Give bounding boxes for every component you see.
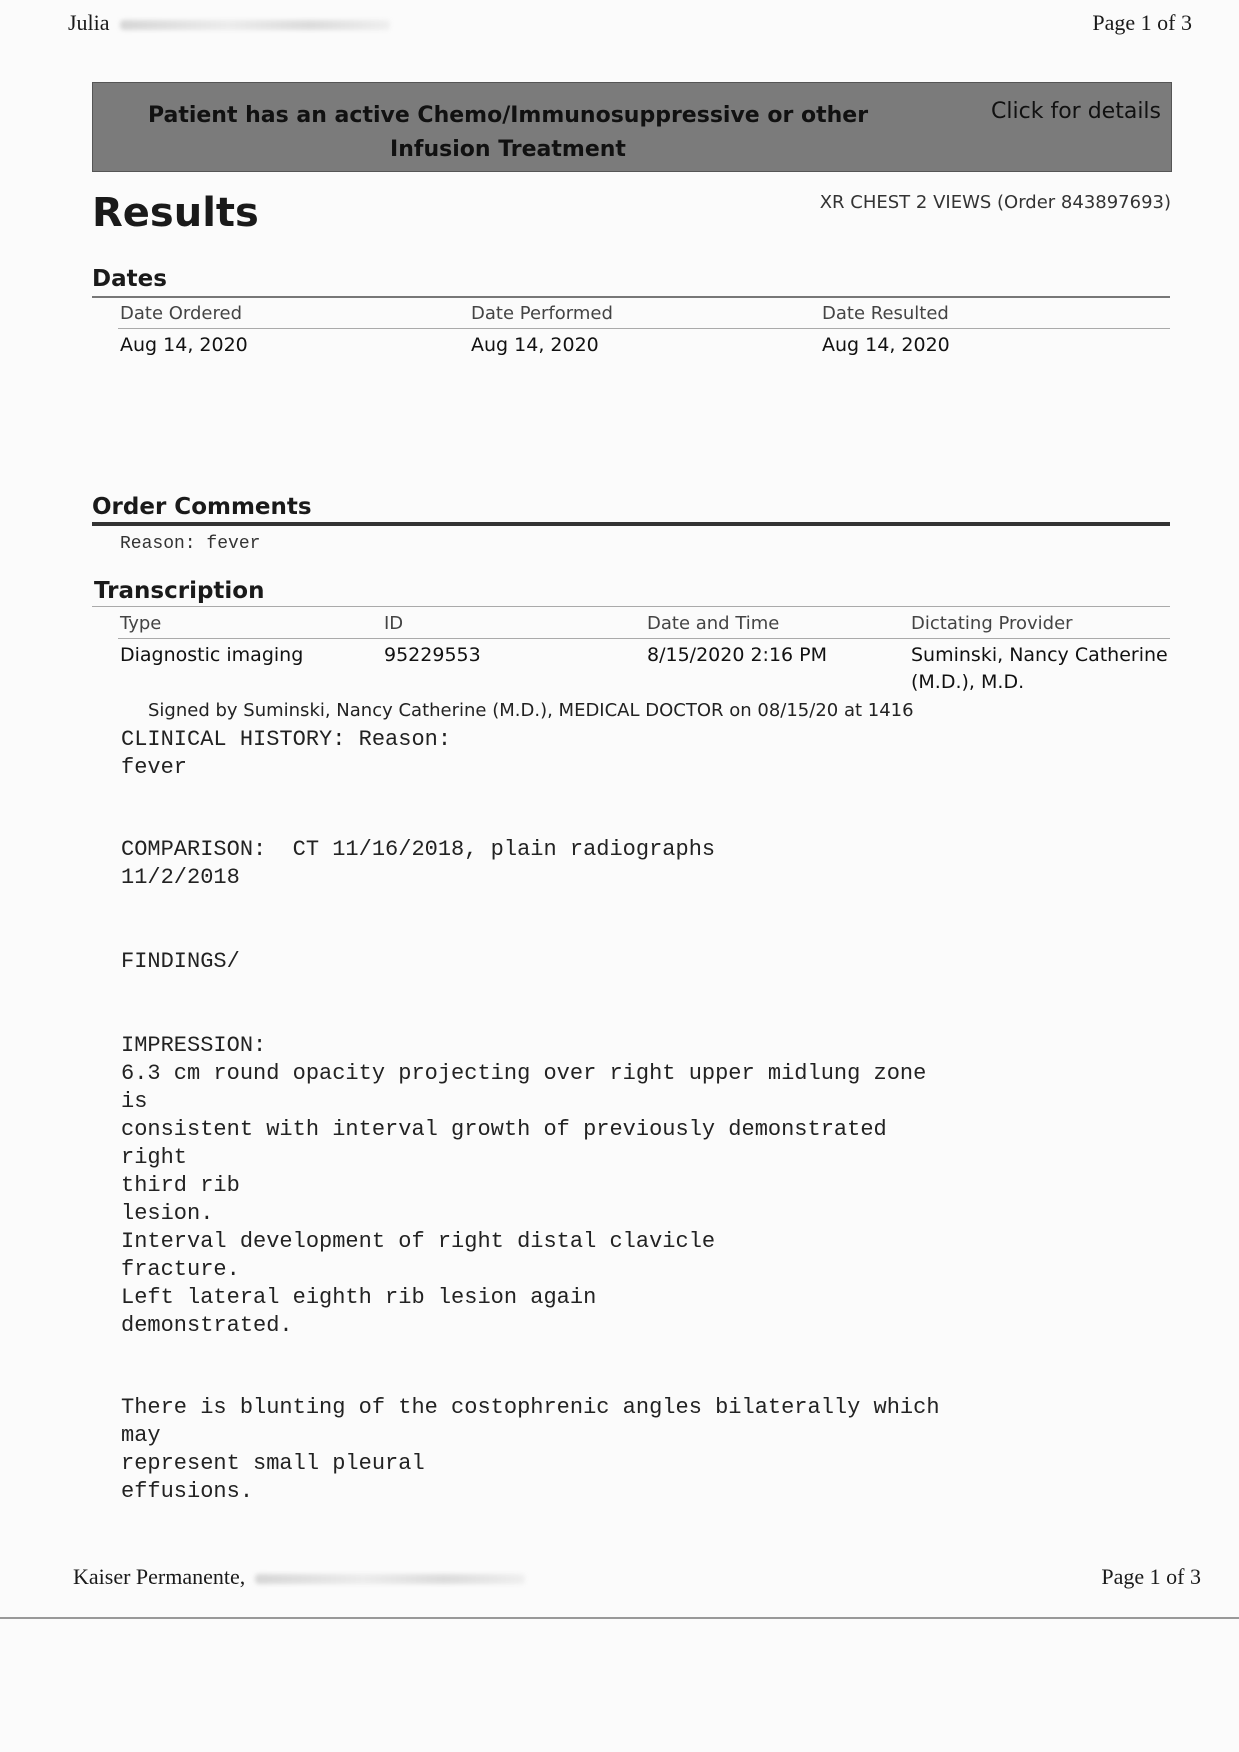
pleural-finding: There is blunting of the costophrenic angles bilaterally which may represent small pleural effusions. — [121, 1395, 940, 1504]
provider-value: Suminski, Nancy Catherine — [911, 644, 1168, 666]
organization-name: Kaiser Permanente, — [73, 1564, 246, 1589]
provider-value-cont: (M.D.), M.D. — [911, 671, 1025, 693]
type-label: Type — [120, 613, 162, 634]
signature-line: Signed by Suminski, Nancy Catherine (M.D.), MEDICAL DOCTOR on 08/15/20 at 1416 — [148, 700, 914, 721]
impression: IMPRESSION: 6.3 cm round opacity projecting over right upper midlung zone is consistent with interval growth of previously demonstrated right third rib lesion. Interval development of right distal clavicle fracture. Left lateral eighth rib lesion again demonstrated. — [121, 1033, 927, 1338]
id-value: 95229553 — [384, 644, 481, 666]
redacted-text — [120, 20, 390, 30]
page-edge-line — [0, 1617, 1239, 1619]
provider-label: Dictating Provider — [911, 613, 1073, 634]
transcription-title: Transcription — [94, 578, 265, 604]
order-comments-title: Order Comments — [92, 494, 312, 520]
dates-section-title: Dates — [92, 266, 167, 292]
clinical-history: CLINICAL HISTORY: Reason: fever — [121, 727, 452, 780]
table-divider — [118, 638, 1170, 639]
date-resulted-label: Date Resulted — [822, 303, 949, 324]
order-description: XR CHEST 2 VIEWS (Order 843897693) — [819, 192, 1171, 213]
findings: FINDINGS/ — [121, 949, 240, 974]
table-divider — [118, 328, 1170, 329]
section-divider — [92, 522, 1170, 526]
patient-name: Julia — [68, 10, 110, 35]
date-ordered-label: Date Ordered — [120, 303, 243, 324]
details-link[interactable]: Click for details — [991, 99, 1161, 124]
footer-organization — [73, 1564, 525, 1590]
redacted-text — [255, 1574, 525, 1584]
comparison: COMPARISON: CT 11/16/2018, plain radiographs 11/2/2018 — [121, 837, 716, 890]
page-number-header: Page 1 of 3 — [1092, 10, 1192, 35]
patient-name-header — [68, 10, 390, 36]
order-comment-text: Reason: fever — [120, 534, 261, 554]
id-label: ID — [384, 613, 404, 634]
date-performed-label: Date Performed — [471, 303, 613, 324]
page-title: Results — [92, 190, 259, 236]
date-resulted-value: Aug 14, 2020 — [822, 334, 950, 356]
datetime-label: Date and Time — [647, 613, 780, 634]
page-number-footer: Page 1 of 3 — [1101, 1564, 1201, 1589]
alert-message: Patient has an active Chemo/Immunosuppressive or other Infusion Treatment — [147, 103, 869, 162]
date-performed-value: Aug 14, 2020 — [471, 334, 599, 356]
datetime-value: 8/15/2020 2:16 PM — [647, 644, 828, 666]
section-divider — [92, 606, 1170, 607]
infusion-alert-banner[interactable] — [92, 82, 1172, 172]
date-ordered-value: Aug 14, 2020 — [120, 334, 248, 356]
type-value: Diagnostic imaging — [120, 644, 304, 666]
section-divider — [92, 296, 1170, 298]
